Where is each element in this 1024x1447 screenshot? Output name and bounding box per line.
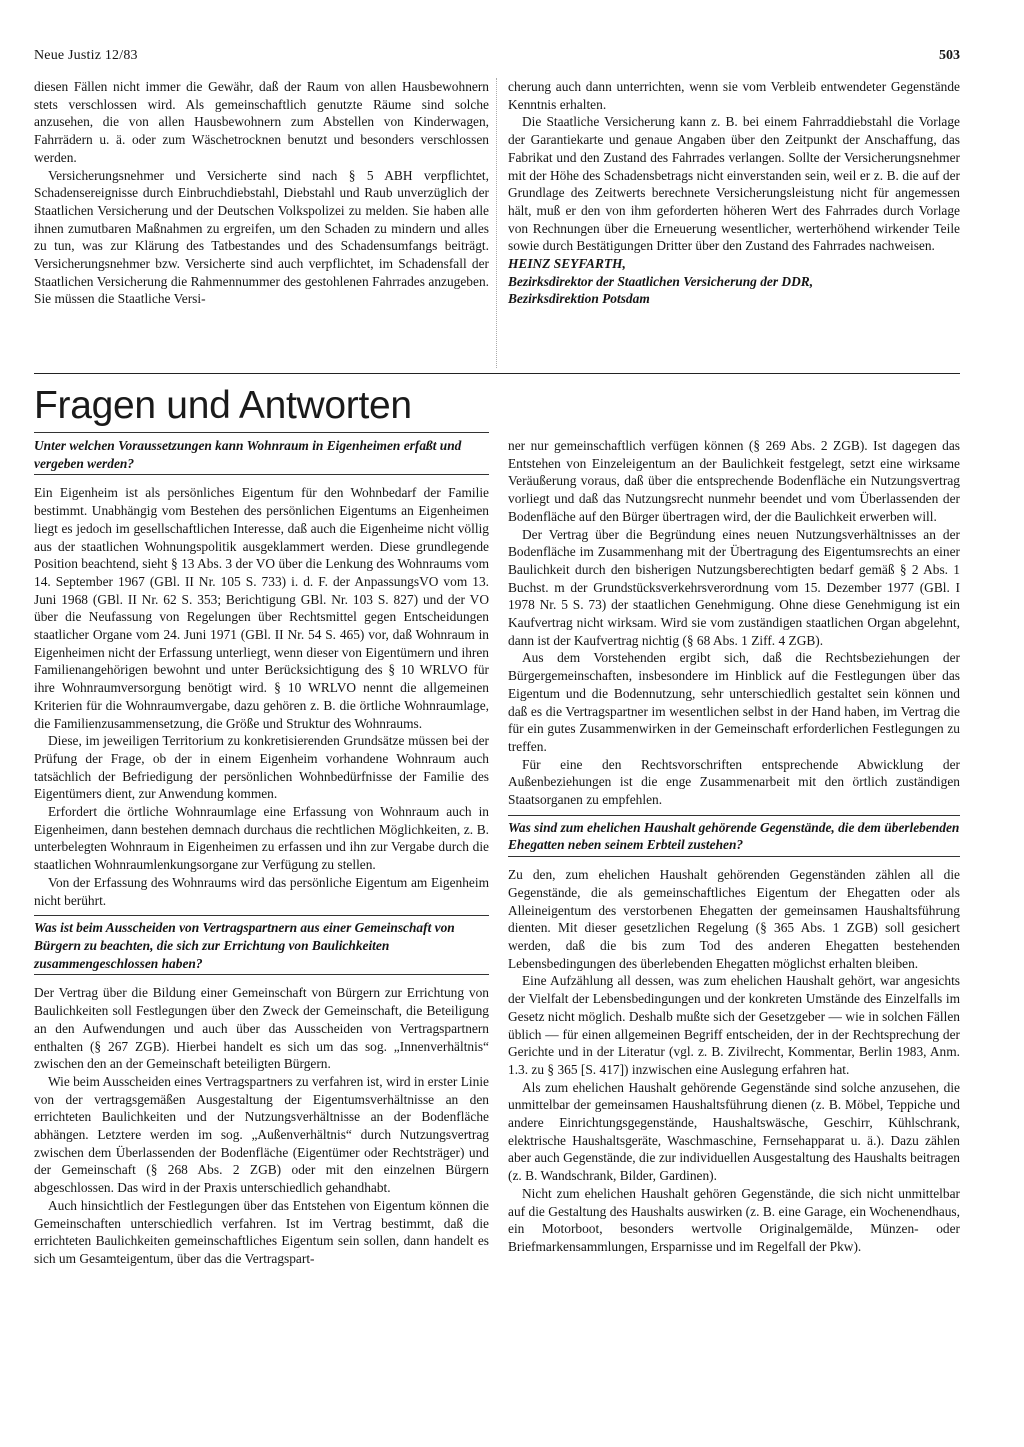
section-divider	[34, 373, 960, 374]
answer-paragraph: Eine Aufzählung all dessen, was zum ehelichen Haushalt gehört, war angesichts der Vielfalt der Lebensbedingungen und der konkreten Umstände des Einzelfalls im Gesetz nicht möglich. Deshalb mußte sich der Gesetzgeber — wie in solchen Fällen üblich — für einen allgemeinen Begriff entscheiden, der in der Rechtsprechung der Gerichte und in der Literatur (vgl. z. B. Zivilrecht, Kommentar, Berlin 1983, Anm. 1.3. zu § 365 [S. 417]) inzwischen eine Auslegung erfahren hat.	[508, 973, 960, 1077]
article-continuation-right	[508, 78, 960, 308]
answer-paragraph: Der Vertrag über die Bildung einer Gemeinschaft von Bürgern zur Errichtung von Baulichkeiten soll Festlegungen über den Zweck der Gemeinschaft, die Beteiligung an den Aufwendungen und auch über das Ausscheiden von Vertragspartnern enthalten (§ 267 ZGB). Hierbei handelt es sich um das sog. „Innenverhältnis“ zwischen den an der Gemeinschaft beteiligten Bürgern.	[34, 985, 489, 1072]
question-box	[508, 815, 960, 857]
section-title: Fragen und Antworten	[34, 384, 412, 427]
question-box	[34, 915, 489, 975]
author-title: Bezirksdirektor der Staatlichen Versicherung der DDR,	[508, 273, 814, 289]
qa-column-right	[508, 437, 960, 1256]
answer-paragraph: Als zum ehelichen Haushalt gehörende Gegenstände sind solche anzusehen, die unmittelbar der gemeinsamen Haushaltsführung dienen (z. B. Möbel, Teppiche und andere Einrichtungsgegenstände, Haushaltswäsche, Geschirr, Kühlschrank, elektrische Haushaltsgeräte, Waschmaschine, Fernsehapparat u. ä.). Dazu zählen aber auch Gegenstände, die zur individuellen Ausgestaltung des Haushalts beitragen (z. B. Wandschrank, Bilder, Gardinen).	[508, 1079, 960, 1184]
paragraph: Versicherungsnehmer und Versicherte sind nach § 5 ABH verpflichtet, Schadensereignisse durch Einbruchdiebstahl, Diebstahl und Raub unverzüglich der Staatlichen Versicherung und der Deutschen Volkspolizei zu melden. Sie haben alle ihnen zumutbaren Maßnahmen zu ergreifen, um den Schaden zu mindern und alles zu tun, was zur Klärung des Tatbestandes und des Schadensumfangs beiträgt. Versicherungsnehmer bzw. Versicherte sind auch verpflichtet, im Schadensfall der Staatlichen Versicherung die Rahmennummer des gestohlenen Fahrrades anzugeben. Sie müssen die Staatliche Versi-	[34, 167, 489, 307]
answer-paragraph: Der Vertrag über die Begründung eines neuen Nutzungsverhältnisses an der Bodenfläche im Zusammenhang mit der Übertragung des Eigentumsrechts an einer Baulichkeit durch den bisherigen Nutzungsberechtigten bedarf gemäß § 2 Abs. 1 Buchst. m der Grundstücksverkehrsverordnung vom 15. Dezember 1977 (GBl. I 1978 Nr. 5 S. 73) der staatlichen Genehmigung. Ohne diese Genehmigung ist ein Kaufvertrag nicht wirksam. Wird sie vom zuständigen staatlichen Organ abgelehnt, dann ist der Kaufvertrag nichtig (§ 68 Abs. 1 Ziff. 4 ZGB).	[508, 526, 960, 648]
question-2: Was ist beim Ausscheiden von Vertragspartnern aus einer Gemeinschaft von Bürgern zu beachten, die sich zur Errichtung von Baulichkeiten zusammengeschlossen haben?	[34, 920, 455, 971]
question-box	[34, 437, 489, 475]
paragraph: cherung auch dann unterrichten, wenn sie vom Verbleib entwendeter Gegenstände Kenntnis erhalten.	[508, 79, 960, 112]
answer-paragraph: Für eine den Rechtsvorschriften entsprechende Abwicklung der Außenbeziehungen ist die enge Zusammenarbeit mit den örtlich zuständigen Staatsorganen zu empfehlen.	[508, 756, 960, 808]
question-3: Was sind zum ehelichen Haushalt gehörende Gegenstände, die dem überlebenden Ehegatten neben seinem Erbteil zustehen?	[508, 819, 960, 853]
answer-paragraph: Erfordert die örtliche Wohnraumlage eine Erfassung von Wohnraum auch in Eigenheimen, dann bestehen demnach durchaus die rechtlichen Möglichkeiten, z. B. unterbelegten Wohnraum in Eigenheimen zu erfassen und ihn zur Vergabe durch die staatlichen Wohnraumlenkungsorgane zur Verfügung zu stellen.	[34, 804, 489, 873]
author-office: Bezirksdirektion Potsdam	[508, 291, 650, 307]
paragraph: Die Staatliche Versicherung kann z. B. bei einem Fahrraddiebstahl die Vorlage der Garantiekarte und genaue Angaben über den Zeitpunkt der Anschaffung, das Fabrikat und den Zustand des Fahrrades verlangen. Sollte der Versicherungsnehmer mit der Höhe des Schadensbetrags nicht einverstanden sein, weil er z. B. die auf der Grundlage des Zeitwerts berechnete Versicherungsleistung nicht für angemessen hält, muß er den von ihm geforderten höheren Wert des Fahrrades durch Vorlage von Rechnungen über die Erneuerung wesentlicher, werterhöhend wirkender Teile sowie durch Bestätigungen Dritter über den Zustand des Fahrrades nachweisen.	[508, 114, 960, 254]
answer-paragraph: Wie beim Ausscheiden eines Vertragspartners zu verfahren ist, wird in erster Linie von der vertragsgemäßen Ausgestaltung der Eigentumsverhältnisse an den errichteten Baulichkeiten und der Nutzungsverhältnisse an der Bodenfläche abhängen. Letztere werden im sog. „Außenverhältnis“ durch Nutzungsvertrag zwischen dem Überlassenden der Bodenfläche (Eigentümer oder Rechtsträger) und der Gemeinschaft (§ 268 Abs. 2 ZGB) oder mit den einzelnen Bürgern abgeschlossen. Das wird in der Praxis unterschiedlich gehandhabt.	[34, 1073, 489, 1196]
answer-paragraph: Nicht zum ehelichen Haushalt gehören Gegenstände, die sich nicht unmittelbar auf die Gestaltung des Haushalts auswirken (z. B. eine Garage, ein Wochenendhaus, ein Motorboot, besonders wertvolle Originalgemälde, Münzen- oder Briefmarkensammlungen, Ersparnisse und im Regelfall der Pkw).	[508, 1185, 960, 1254]
column-divider	[496, 78, 497, 368]
author-name: HEINZ SEYFARTH,	[508, 256, 626, 272]
answer-paragraph: Auch hinsichtlich der Festlegungen über das Entstehen von Eigentum können die Gemeinschaften unterschiedlich verfahren. Ist im Vertrag bestimmt, daß die errichteten Baulichkeiten gemeinschaftliches Eigentum sein sollen, dann handelt es sich um Gesamteigentum, über das die Vertragspart-	[34, 1197, 489, 1266]
title-underline	[34, 432, 489, 433]
page-header	[34, 48, 960, 70]
qa-column-left	[34, 437, 489, 1268]
answer-paragraph: Zu den, zum ehelichen Haushalt gehörenden Gegenständen zählen all die Gegenstände, die als gemeinschaftliches Eigentum der Ehegatten oder als Alleineigentum des verstorbenen Ehegatten der gemeinsamen Haushaltsführung dienten. Mit dieser gesetzlichen Regelung (§ 365 Abs. 1 ZGB) soll gesichert werden, daß die bis zum Tod des anderen Ehegatten bestehenden Lebensbedingungen des überlebenden Ehegatten möglichst erhalten bleiben.	[508, 867, 960, 971]
answer-paragraph: Aus dem Vorstehenden ergibt sich, daß die Rechtsbeziehungen der Bürgergemeinschaften, insbesondere im Hinblick auf die Festlegungen über das Eigentum und die Bodennutzung, sehr unterschiedlich gestaltet sein können und daß es die Vertragspartner im wesentlichen selbst in der Hand haben, im Vertrag die für ein gutes Zusammenwirken in der Gemeinschaft erforderlichen Festlegungen zu treffen.	[508, 650, 960, 754]
page-number: 503	[939, 48, 960, 63]
journal-issue: Neue Justiz 12/83	[34, 48, 138, 63]
article-continuation-left	[34, 78, 489, 308]
answer-paragraph: Diese, im jeweiligen Territorium zu konkretisierenden Grundsätze müssen bei der Prüfung der Frage, ob der in einem Eigenheim vorhandene Wohnraum auch tatsächlich der Befriedigung der persönlichen Wohnbedürfnisse der Familie des Eigentümers dient, zur Anwendung kommen.	[34, 733, 489, 802]
answer-paragraph: Ein Eigenheim ist als persönliches Eigentum für den Wohnbedarf der Familie bestimmt. Unabhängig vom Bestehen des persönlichen Eigentums an Eigenheimen liegt es jedoch im gesellschaftlichen Interesse, daß auch die Eigenheime nicht völlig aus der staatlichen Wohnungspolitik ausgeklammert werden. Diese grundlegende Position beachtend, sieht § 13 Abs. 3 der VO über die Lenkung des Wohnraums vom 14. September 1967 (GBl. II Nr. 105 S. 733) i. d. F. der AnpassungsVO vom 13. Juni 1968 (GBl. II Nr. 62 S. 353; Berichtigung GBl. Nr. 103 S. 827) und der VO über die Neufassung von Regelungen über Rechtsmittel gegen Entscheidungen staatlicher Organe vom 24. Juni 1971 (GBl. II Nr. 54 S. 465) vor, daß Wohnraum in Eigenheimen nicht der Erfassung unterliegt, wenn dieser von Eigentümern und ihren Familienangehörigen bewohnt und unter Berücksichtigung des § 10 WRLVO für ihre Wohnraumversorgung benötigt wird. § 10 WRLVO nennt die allgemeinen Kriterien für die Wohnraumvergabe, dazu gehören z. B. die örtliche Wohnraumlage, die Familienzusammensetzung, die Größe und Struktur des Wohnraums.	[34, 485, 489, 731]
answer-paragraph: Von der Erfassung des Wohnraums wird das persönliche Eigentum am Eigenheim nicht berührt.	[34, 874, 489, 908]
paragraph: diesen Fällen nicht immer die Gewähr, daß der Raum von allen Hausbewohnern stets verschlossen wird. Als gemeinschaftlich genutzte Räume sind solche anzusehen, die von allen Hausbewohnern zum Abstellen von Kinderwagen, Fahrrädern u. ä. oder zum Wäschetrocknen benutzt und besonders verschlossen werden.	[34, 79, 489, 165]
answer-paragraph: ner nur gemeinschaftlich verfügen können (§ 269 Abs. 2 ZGB). Ist dagegen das Entstehen von Einzeleigentum an der Baulichkeit festgelegt, setzt eine wirksame Veräußerung voraus, daß über die entsprechende Bodenfläche ein Nutzungsvertrag vorliegt und daß das Nutzungsrecht nunmehr beendet und vom Überlassenden der Bodenfläche auf den Bürger übertragen wird, der die Baulichkeit erwerben will.	[508, 438, 960, 524]
question-1: Unter welchen Voraussetzungen kann Wohnraum in Eigenheimen erfaßt und vergeben werden?	[34, 438, 462, 471]
